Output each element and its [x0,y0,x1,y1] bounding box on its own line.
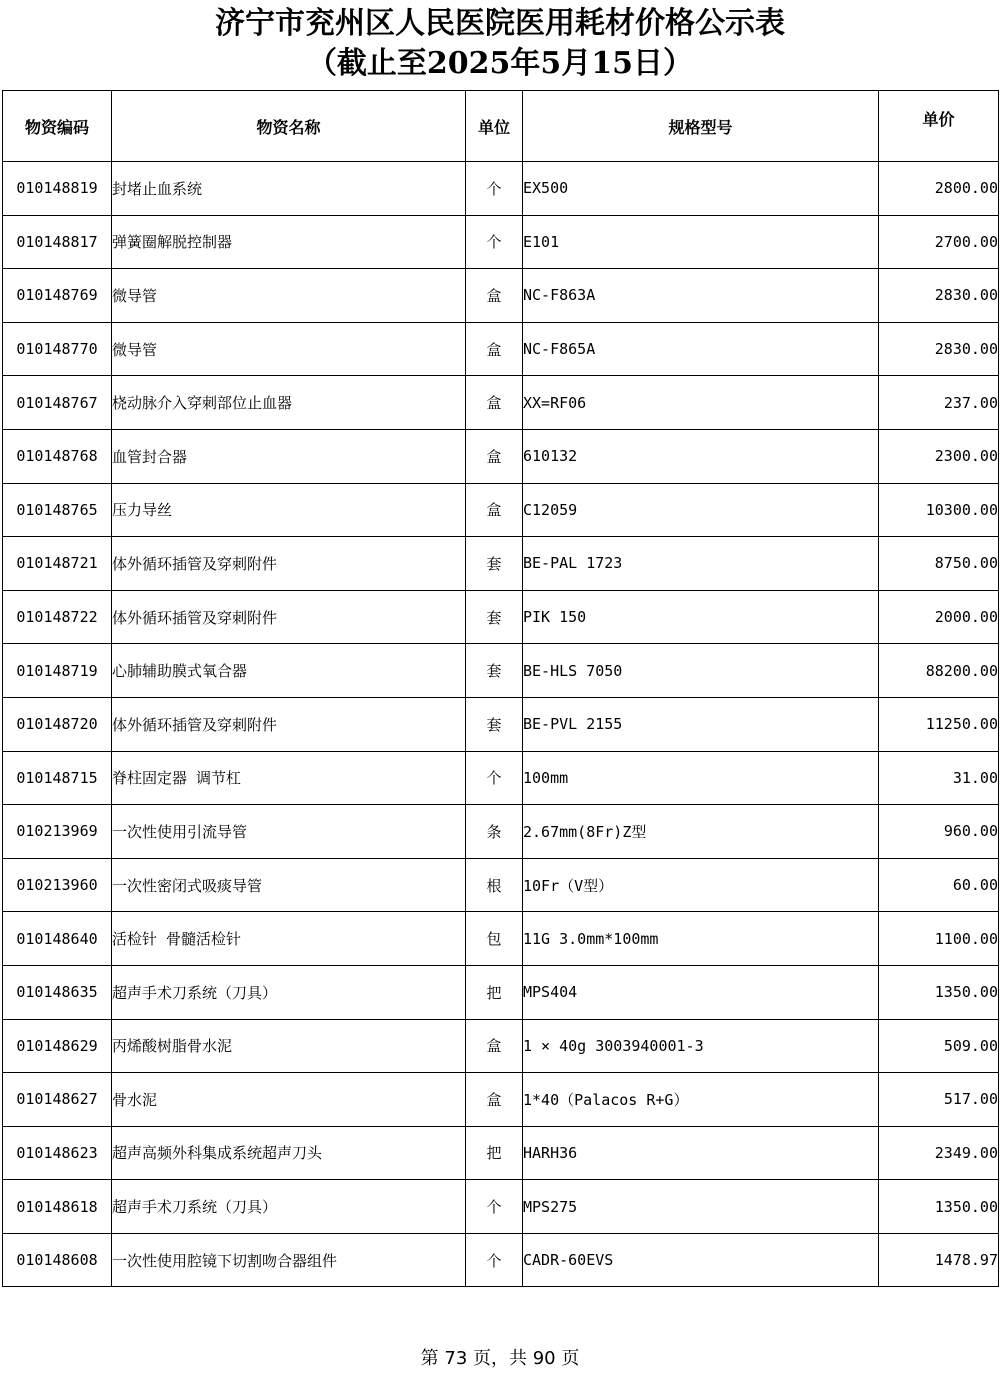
cell-price: 10300.00 [879,483,999,537]
cell-name: 脊柱固定器 调节杠 [112,751,466,805]
cell-spec: 100mm [523,751,879,805]
cell-spec: EX500 [523,162,879,216]
cell-spec: HARH36 [523,1126,879,1180]
header-unit: 单位 [466,91,523,162]
cell-name: 一次性密闭式吸痰导管 [112,858,466,912]
cell-unit: 盒 [466,1073,523,1127]
cell-name: 体外循环插管及穿刺附件 [112,590,466,644]
table-row [3,322,999,376]
cell-spec: CADR-60EVS [523,1233,879,1287]
table-row [3,376,999,430]
table-row [3,483,999,537]
cell-name: 血管封合器 [112,429,466,483]
cell-unit: 盒 [466,376,523,430]
cell-price: 2830.00 [879,322,999,376]
cell-spec: 1*40（Palacos R+G） [523,1073,879,1127]
cell-unit: 条 [466,805,523,859]
cell-spec: BE-PAL 1723 [523,537,879,591]
cell-unit: 个 [466,1180,523,1234]
header-code: 物资编码 [3,91,112,162]
cell-unit: 盒 [466,483,523,537]
cell-code: 010148618 [3,1180,112,1234]
header-spec: 规格型号 [523,91,879,162]
cell-code: 010148623 [3,1126,112,1180]
page-title: 济宁市兖州区人民医院医用耗材价格公示表 [215,6,785,41]
cell-spec: 11G 3.0mm*100mm [523,912,879,966]
cell-name: 封堵止血系统 [112,162,466,216]
table-row [3,162,999,216]
cell-unit: 套 [466,590,523,644]
header-name: 物资名称 [112,91,466,162]
cell-spec: C12059 [523,483,879,537]
cell-code: 010148767 [3,376,112,430]
cell-spec: 1 × 40g 3003940001-3 [523,1019,879,1073]
cell-spec: MPS404 [523,965,879,1019]
table-row [3,429,999,483]
cell-price: 1478.97 [879,1233,999,1287]
cell-name: 心肺辅助膜式氧合器 [112,644,466,698]
cell-unit: 把 [466,1126,523,1180]
cell-name: 超声手术刀系统（刀具） [112,965,466,1019]
cell-unit: 把 [466,965,523,1019]
table-header-row [3,91,999,162]
table-row [3,751,999,805]
cell-code: 010148768 [3,429,112,483]
cell-name: 骨水泥 [112,1073,466,1127]
table-row [3,912,999,966]
cell-price: 31.00 [879,751,999,805]
cell-unit: 套 [466,697,523,751]
cell-spec: NC-F865A [523,322,879,376]
cell-price: 2300.00 [879,429,999,483]
cell-price: 960.00 [879,805,999,859]
price-table [2,90,999,1287]
cell-price: 237.00 [879,376,999,430]
cell-name: 活检针 骨髓活检针 [112,912,466,966]
cell-code: 010148770 [3,322,112,376]
cell-code: 010148629 [3,1019,112,1073]
cell-name: 微导管 [112,322,466,376]
cell-unit: 盒 [466,429,523,483]
cell-code: 010213969 [3,805,112,859]
cell-unit: 套 [466,537,523,591]
cell-code: 010148721 [3,537,112,591]
table-row [3,644,999,698]
cell-spec: NC-F863A [523,269,879,323]
cell-spec: 10Fr（V型） [523,858,879,912]
cell-spec: MPS275 [523,1180,879,1234]
cell-price: 2000.00 [879,590,999,644]
cell-unit: 盒 [466,322,523,376]
cell-code: 010148640 [3,912,112,966]
table-row [3,590,999,644]
cell-code: 010148765 [3,483,112,537]
cell-unit: 根 [466,858,523,912]
cell-code: 010148715 [3,751,112,805]
table-row [3,965,999,1019]
cell-price: 1100.00 [879,912,999,966]
table-row [3,269,999,323]
cell-spec: BE-HLS 7050 [523,644,879,698]
cell-spec: PIK 150 [523,590,879,644]
cell-unit: 包 [466,912,523,966]
cell-name: 桡动脉介入穿刺部位止血器 [112,376,466,430]
cell-price: 2800.00 [879,162,999,216]
cell-price: 88200.00 [879,644,999,698]
cell-code: 010148819 [3,162,112,216]
cell-name: 丙烯酸树脂骨水泥 [112,1019,466,1073]
cell-code: 010148719 [3,644,112,698]
table-row [3,1019,999,1073]
cell-unit: 套 [466,644,523,698]
cell-price: 2830.00 [879,269,999,323]
cell-price: 60.00 [879,858,999,912]
header-price: 单价 [879,91,999,162]
table-row [3,858,999,912]
cell-name: 体外循环插管及穿刺附件 [112,537,466,591]
cell-price: 1350.00 [879,1180,999,1234]
cell-unit: 个 [466,215,523,269]
table-row [3,1126,999,1180]
cell-spec: XX=RF06 [523,376,879,430]
cell-code: 010148720 [3,697,112,751]
cell-code: 010148769 [3,269,112,323]
cell-price: 1350.00 [879,965,999,1019]
cell-price: 2700.00 [879,215,999,269]
cell-code: 010148635 [3,965,112,1019]
cell-unit: 个 [466,1233,523,1287]
cell-code: 010148722 [3,590,112,644]
cell-code: 010213960 [3,858,112,912]
table-row [3,215,999,269]
table-row [3,805,999,859]
cell-price: 509.00 [879,1019,999,1073]
cell-code: 010148817 [3,215,112,269]
cell-price: 517.00 [879,1073,999,1127]
cell-spec: BE-PVL 2155 [523,697,879,751]
cell-name: 超声高频外科集成系统超声刀头 [112,1126,466,1180]
cell-name: 压力导丝 [112,483,466,537]
page-number: 第 73 页，共 90 页 [420,1348,580,1369]
table-body [3,162,999,1287]
table-row [3,537,999,591]
cell-price: 11250.00 [879,697,999,751]
cell-code: 010148608 [3,1233,112,1287]
cell-name: 体外循环插管及穿刺附件 [112,697,466,751]
table-row [3,697,999,751]
cell-spec: E101 [523,215,879,269]
cell-name: 一次性使用腔镜下切割吻合器组件 [112,1233,466,1287]
cell-unit: 个 [466,751,523,805]
cell-spec: 2.67mm(8Fr)Z型 [523,805,879,859]
cell-name: 弹簧圈解脱控制器 [112,215,466,269]
page-subtitle-date: （截止至2025年5月15日） [306,46,694,81]
cell-name: 一次性使用引流导管 [112,805,466,859]
table-row [3,1233,999,1287]
table-row [3,1073,999,1127]
cell-unit: 个 [466,162,523,216]
cell-code: 010148627 [3,1073,112,1127]
cell-unit: 盒 [466,269,523,323]
cell-unit: 盒 [466,1019,523,1073]
cell-price: 8750.00 [879,537,999,591]
cell-spec: 610132 [523,429,879,483]
cell-name: 微导管 [112,269,466,323]
table-row [3,1180,999,1234]
cell-name: 超声手术刀系统（刀具） [112,1180,466,1234]
cell-price: 2349.00 [879,1126,999,1180]
